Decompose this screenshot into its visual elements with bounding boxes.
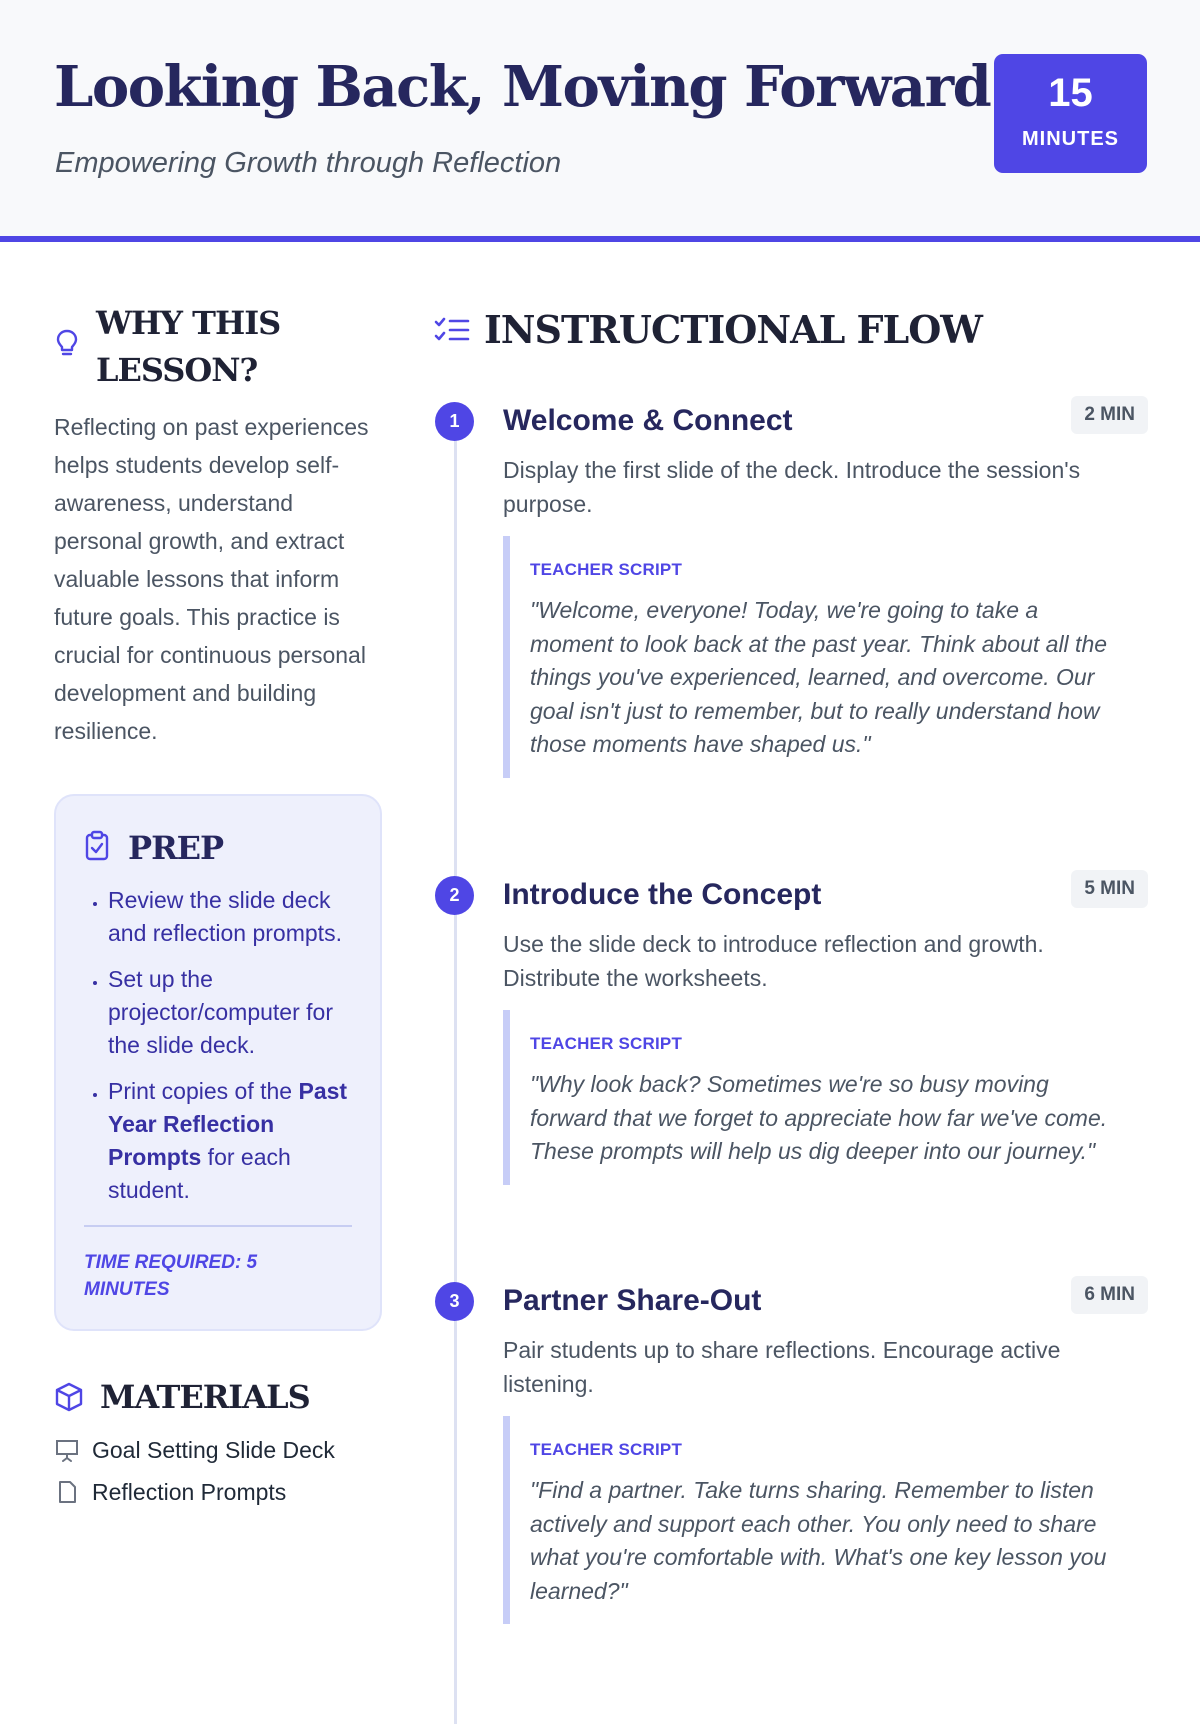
materials-title: MATERIALS: [100, 1378, 310, 1416]
materials-item: [54, 1471, 382, 1513]
duration-badge: [994, 54, 1147, 173]
left-column: [54, 300, 382, 1513]
step-number: 1: [435, 402, 474, 441]
instructional-flow: [434, 300, 1148, 1604]
teacher-script: [503, 1010, 1128, 1185]
lesson-header: [0, 0, 1200, 242]
page-subtitle: Empowering Growth through Reflection: [55, 147, 562, 179]
why-section: [54, 300, 382, 750]
prep-item: • Review the slide deck and reflection prompts.: [108, 884, 352, 950]
why-text: Reflecting on past experiences helps students develop self-awareness, understand personal growth, and extract valuable lessons that inform future goals. This practice is crucial for continuous personal development and building resilience.: [54, 414, 369, 744]
flow-heading: [434, 300, 1148, 360]
step-duration-badge: 2 MIN: [1071, 396, 1148, 434]
why-title: WHY THIS LESSON?: [96, 304, 281, 389]
step-title: Welcome & Connect: [503, 404, 793, 437]
cube-icon: [54, 1381, 84, 1413]
document-icon: [54, 1479, 80, 1505]
materials-item-label: Reflection Prompts: [92, 1479, 287, 1505]
materials-heading: [54, 1375, 382, 1419]
prep-item: • Set up the projector/computer for the slide deck.: [108, 963, 352, 1062]
step-number: 2: [435, 876, 474, 915]
step-description: Display the first slide of the deck. Introduce the session's purpose.: [503, 457, 1081, 517]
step-description: Use the slide deck to introduce reflection and growth. Distribute the worksheets.: [503, 931, 1044, 991]
materials-section: [54, 1375, 382, 1513]
teacher-script: [503, 536, 1128, 778]
step-duration-badge: 6 MIN: [1071, 1276, 1148, 1314]
clipboard-check-icon: [84, 830, 110, 862]
timeline-line: [454, 424, 457, 1724]
teacher-script-label: TEACHER SCRIPT: [530, 560, 683, 579]
prep-list: [84, 884, 352, 1207]
materials-list: [54, 1429, 382, 1513]
prep-item-emphasis: Past Year Reflection Prompts: [108, 1078, 348, 1170]
duration-value: 15: [1048, 71, 1093, 115]
teacher-script-text: "Why look back? Sometimes we're so busy moving forward that we forget to appreciate how far we've come. These prompts will help us dig deeper into our journey.": [530, 1071, 1108, 1164]
teacher-script-label: TEACHER SCRIPT: [530, 1034, 683, 1053]
step-title: Partner Share-Out: [503, 1284, 762, 1317]
teacher-script-text: "Find a partner. Take turns sharing. Remember to listen actively and support each other. You only need to share what you're comfortable with. What's one key lesson you learned?": [530, 1477, 1107, 1604]
flow-title: INSTRUCTIONAL FLOW: [484, 307, 982, 352]
materials-item-label: Goal Setting Slide Deck: [92, 1437, 335, 1463]
teacher-script-text: "Welcome, everyone! Today, we're going to take a moment to look back at the past year. Think about all the things you've experienced, learned, and overcome. Our goal isn't just to remember, but to really understand how those moments have shaped us.": [530, 597, 1108, 757]
duration-unit: MINUTES: [1022, 128, 1119, 150]
prep-time-required: TIME REQUIRED: 5 MINUTES: [84, 1252, 258, 1300]
prep-item: [108, 1075, 352, 1207]
prep-card: [54, 794, 382, 1331]
prep-title: PREP: [128, 829, 224, 867]
presentation-icon: [54, 1437, 80, 1463]
page-title: Looking Back, Moving Forward: [54, 54, 991, 120]
step-duration-badge: 5 MIN: [1071, 870, 1148, 908]
teacher-script-label: TEACHER SCRIPT: [530, 1440, 683, 1459]
why-heading: [54, 300, 382, 394]
prep-divider: [84, 1225, 352, 1227]
prep-item-text: Print copies of the: [108, 1078, 299, 1104]
materials-item: [54, 1429, 382, 1471]
step-number: 3: [435, 1282, 474, 1321]
prep-heading: [84, 826, 352, 870]
step-title: Introduce the Concept: [503, 878, 822, 911]
list-checks-icon: [434, 314, 470, 346]
step-description: Pair students up to share reflections. Encourage active listening.: [503, 1337, 1061, 1397]
teacher-script: [503, 1416, 1128, 1624]
prep-item-text: for each student.: [108, 1144, 291, 1203]
lightbulb-icon: [54, 328, 80, 360]
